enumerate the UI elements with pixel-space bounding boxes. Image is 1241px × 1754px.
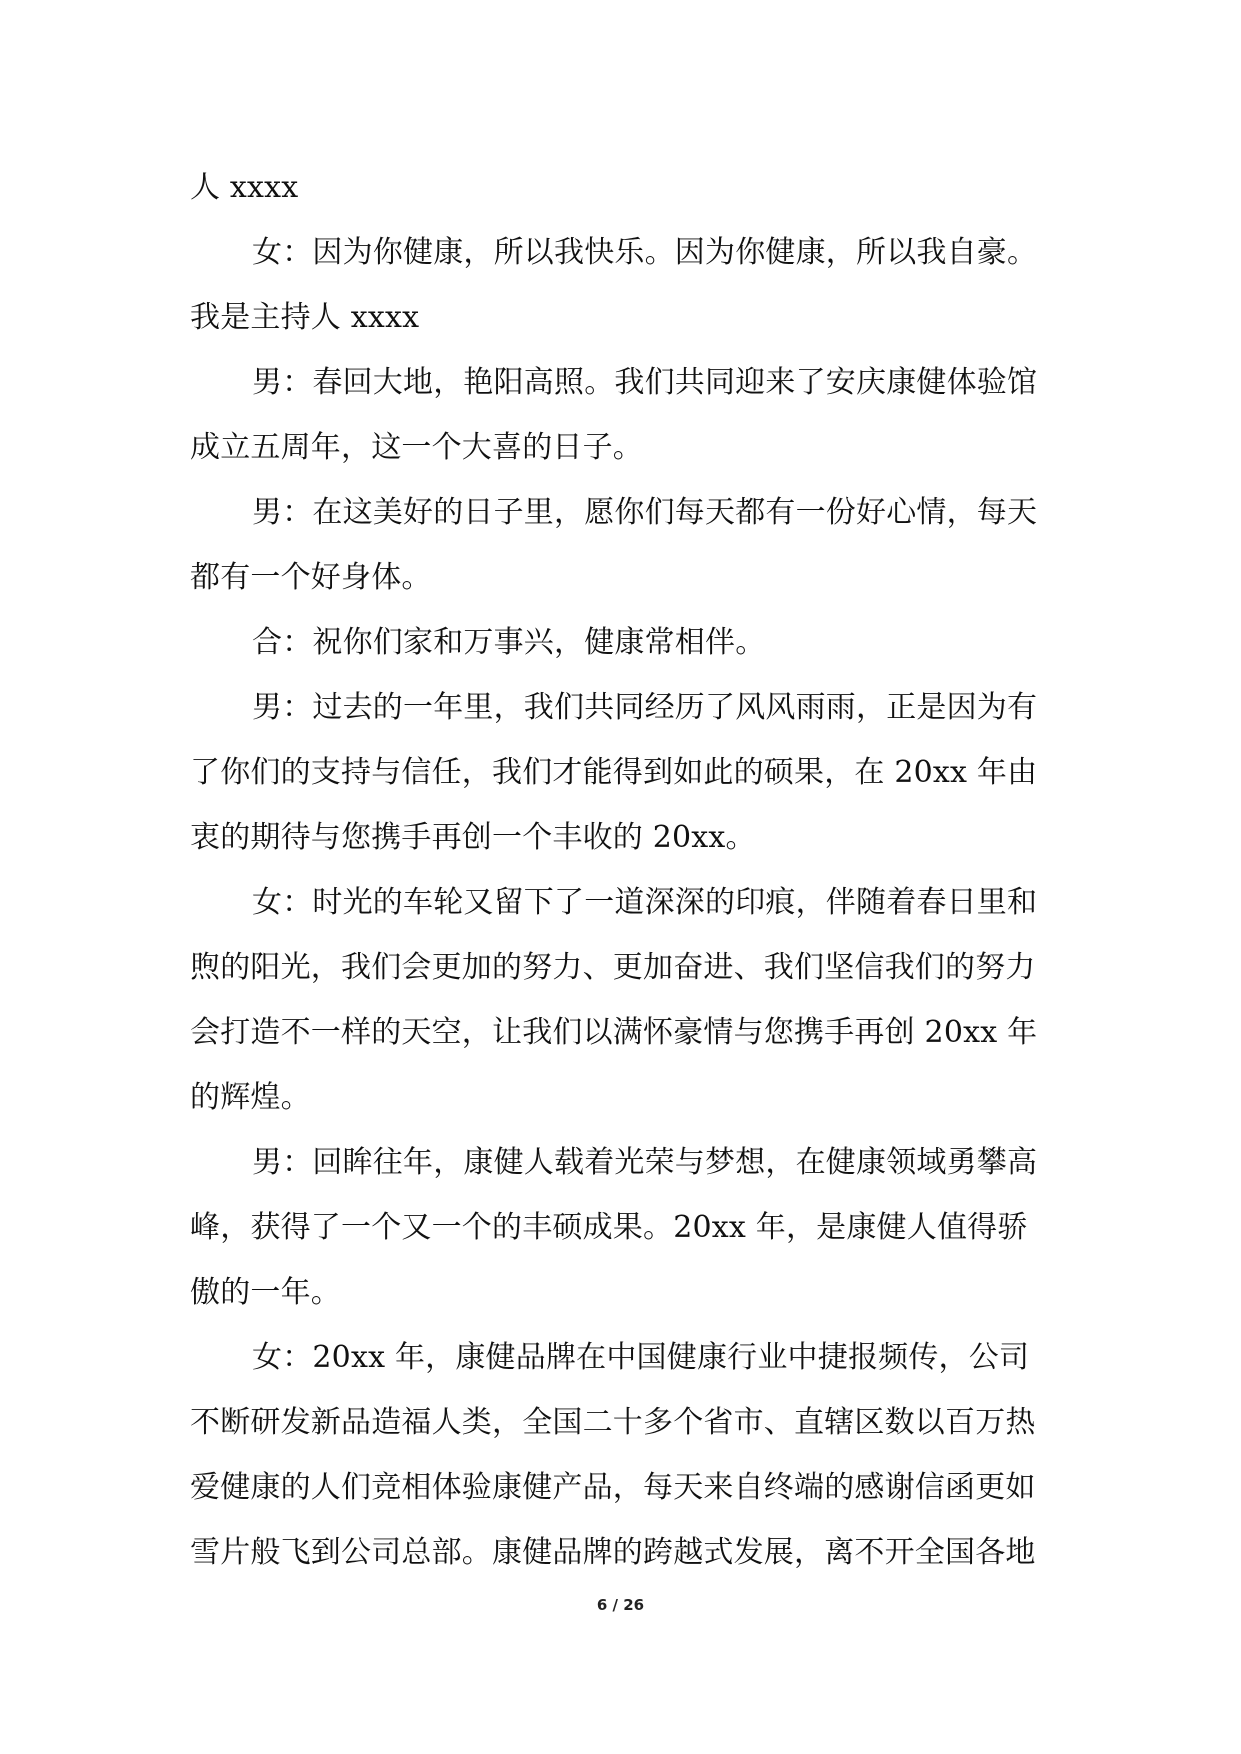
text-line: 爱健康的人们竞相体验康健产品，每天来自终端的感谢信函更如	[190, 1470, 1036, 1505]
text-line: 衷的期待与您携手再创一个丰收的 20xx。	[190, 820, 756, 855]
text-line: 峰，获得了一个又一个的丰硕成果。20xx 年，是康健人值得骄	[190, 1210, 1028, 1245]
text-line: 了你们的支持与信任，我们才能得到如此的硕果，在 20xx 年由	[190, 755, 1038, 790]
text-line: 雪片般飞到公司总部。康健品牌的跨越式发展，离不开全国各地	[190, 1535, 1036, 1570]
page-number: 6 / 26	[596, 1596, 645, 1614]
text-line: 傲的一年。	[190, 1275, 341, 1310]
text-line: 成立五周年，这一个大喜的日子。	[190, 430, 643, 465]
text-line: 我是主持人 xxxx	[190, 300, 420, 335]
paragraph-first-line: 男：春回大地，艳阳高照。我们共同迎来了安庆康健体验馆	[252, 365, 1038, 400]
paragraph-first-line: 合：祝你们家和万事兴，健康常相伴。	[252, 625, 766, 660]
text-line: 人 xxxx	[190, 170, 299, 205]
paragraph-first-line: 男：过去的一年里，我们共同经历了风风雨雨，正是因为有	[252, 690, 1038, 725]
paragraph-first-line: 女：因为你健康，所以我快乐。因为你健康，所以我自豪。	[252, 235, 1038, 270]
paragraph-first-line: 男：在这美好的日子里，愿你们每天都有一份好心情，每天	[252, 495, 1038, 530]
paragraph-first-line: 男：回眸往年，康健人载着光荣与梦想，在健康领域勇攀高	[252, 1145, 1038, 1180]
paragraph-first-line: 女：20xx 年，康健品牌在中国健康行业中捷报频传，公司	[252, 1340, 1030, 1375]
text-line: 都有一个好身体。	[190, 560, 432, 595]
text-line: 不断研发新品造福人类，全国二十多个省市、直辖区数以百万热	[190, 1405, 1036, 1440]
document-body	[190, 155, 1054, 1585]
text-line: 煦的阳光，我们会更加的努力、更加奋进、我们坚信我们的努力	[190, 950, 1036, 985]
text-line: 会打造不一样的天空，让我们以满怀豪情与您携手再创 20xx 年	[190, 1015, 1038, 1050]
text-line: 的辉煌。	[190, 1080, 311, 1115]
paragraph-first-line: 女：时光的车轮又留下了一道深深的印痕，伴随着春日里和	[252, 885, 1038, 920]
